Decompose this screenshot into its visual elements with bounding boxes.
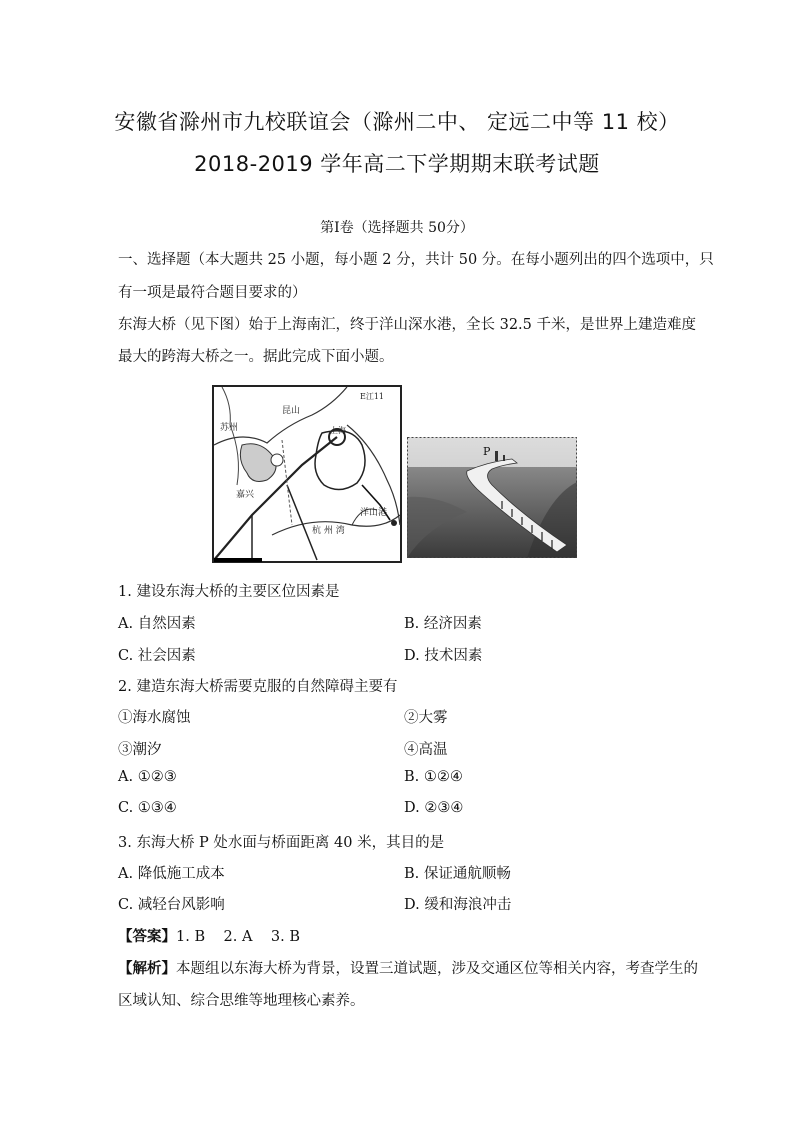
question-2-item-3: ③潮汐: [118, 742, 162, 758]
analysis-line1: [118, 957, 698, 978]
answer-text: 1. B 2. A 3. B: [176, 929, 300, 945]
question-1-stem: 1. 建设东海大桥的主要区位因素是: [118, 584, 340, 600]
question-2-option-a: A. ①②③: [118, 769, 177, 785]
section-title: 第Ⅰ卷（选择题共 50分）: [320, 220, 474, 236]
document-title-line1: 安徽省滁州市九校联谊会（滁州二中、 定远二中等 11 校）: [114, 110, 680, 134]
map-label-east: E江11: [360, 392, 385, 401]
instructions-line1: 一、选择题（本大题共 25 小题，每小题 2 分，共计 50 分。在每小题列出的四个选项中，只: [118, 252, 714, 268]
passage-line1: 东海大桥（见下图）始于上海南汇，终于洋山深水港，全长 32.5 千米，是世界上建造难度: [118, 317, 696, 333]
bridge-photo: [407, 437, 577, 558]
map-label-yangshan: 洋山港: [360, 508, 388, 518]
analysis-line2: 区域认知、综合思维等地理核心素养。: [118, 993, 365, 1009]
map-label-suzhou: 苏州: [220, 423, 239, 433]
question-2-option-c: C. ①③④: [118, 800, 177, 816]
analysis-text-1: 本题组以东海大桥为背景，设置三道试题，涉及交通区位等相关内容，考查学生的: [176, 961, 698, 977]
answer-label: 【答案】: [118, 928, 176, 945]
document-title-line2: 2018-2019 学年高二下学期期末联考试题: [194, 152, 600, 176]
question-3-option-c: C. 减轻台风影响: [118, 897, 225, 913]
question-2-option-b: B. ①②④: [404, 769, 463, 785]
analysis-label: 【解析】: [118, 960, 176, 977]
question-3-option-d: D. 缓和海浪冲击: [404, 897, 512, 913]
question-2-item-2: ②大雾: [404, 710, 448, 726]
map-label-kunshan: 昆山: [282, 406, 301, 416]
question-1-option-d: D. 技术因素: [404, 648, 483, 664]
instructions-line2: 有一项是最符合题目要求的）: [118, 285, 307, 301]
question-3-stem: 3. 东海大桥 P 处水面与桥面距离 40 米，其目的是: [118, 835, 445, 851]
map-figure: [212, 385, 402, 563]
question-2-item-1: ①海水腐蚀: [118, 710, 191, 726]
photo-label-p: P: [483, 445, 491, 458]
question-2-stem: 2. 建造东海大桥需要克服的自然障碍主要有: [118, 679, 398, 695]
answer-line: [118, 925, 300, 946]
passage-line2: 最大的跨海大桥之一。据此完成下面小题。: [118, 349, 394, 365]
map-label-bay: 杭 州 湾: [312, 526, 345, 536]
question-2-item-4: ④高温: [404, 742, 448, 758]
question-3-option-a: A. 降低施工成本: [118, 866, 225, 882]
question-1-option-a: A. 自然因素: [118, 616, 196, 632]
question-1-option-c: C. 社会因素: [118, 648, 196, 664]
question-2-option-d: D. ②③④: [404, 800, 464, 816]
question-3-option-b: B. 保证通航顺畅: [404, 866, 511, 882]
question-1-option-b: B. 经济因素: [404, 616, 482, 632]
map-label-shanghai: 上海: [330, 426, 346, 435]
map-label-jiaxing: 嘉兴: [236, 490, 255, 500]
